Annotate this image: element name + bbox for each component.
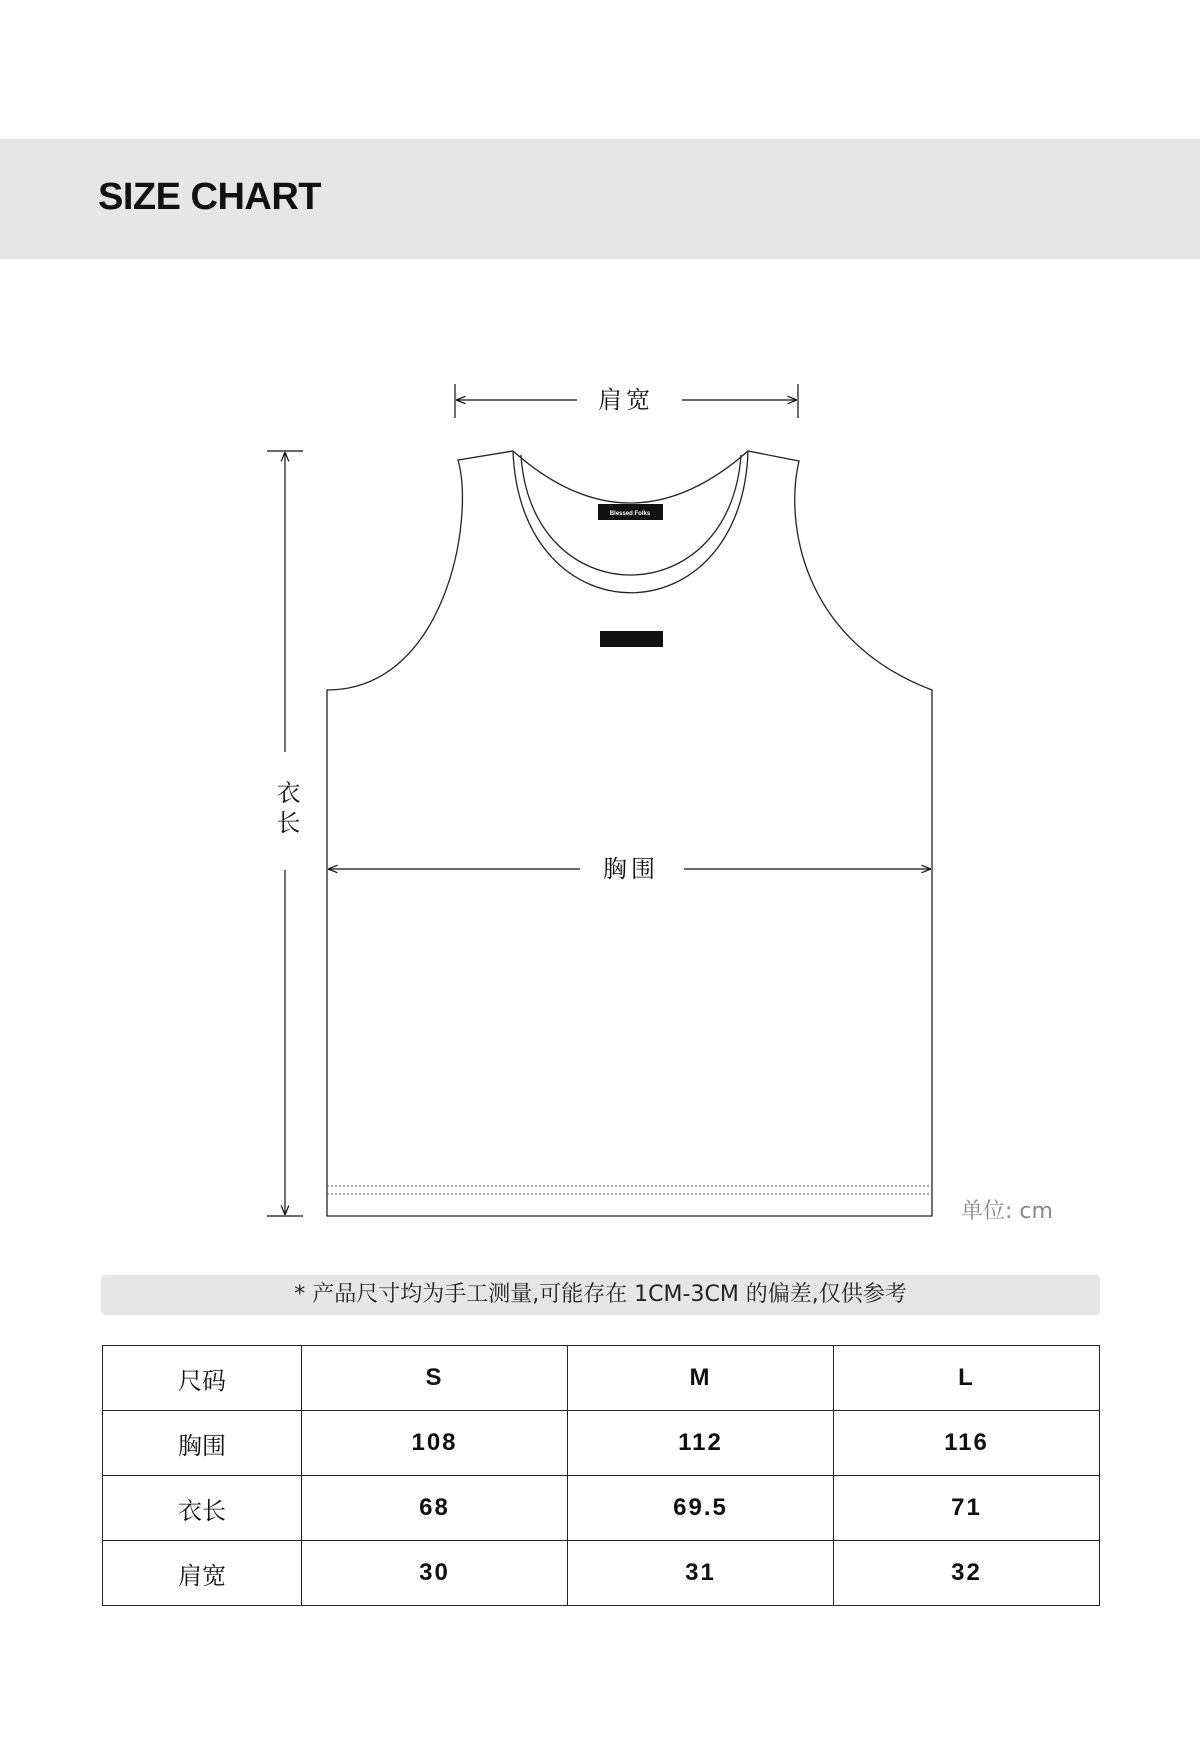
table-cell: 68 [302, 1476, 568, 1541]
neck-tag-text: Blessed Folks [609, 511, 651, 517]
table-cell: 116 [834, 1411, 1100, 1476]
chest-logo-badge [600, 631, 663, 647]
size-table [102, 1345, 1100, 1606]
neckline-binding [513, 451, 748, 593]
measurement-note: * 产品尺寸均为手工测量,可能存在 1CM-3CM 的偏差,仅供参考 [101, 1275, 1100, 1315]
header-cell: L [834, 1346, 1100, 1411]
table-cell: 112 [568, 1411, 834, 1476]
table-header-row [103, 1346, 1100, 1411]
shoulder-width-label: 肩宽 [598, 386, 654, 414]
table-row [103, 1476, 1100, 1541]
row-label-cell: 肩宽 [103, 1541, 302, 1606]
table-cell: 32 [834, 1541, 1100, 1606]
table-cell: 31 [568, 1541, 834, 1606]
row-label-cell: 衣长 [103, 1476, 302, 1541]
table-row [103, 1411, 1100, 1476]
row-label-cell: 胸围 [103, 1411, 302, 1476]
table-row [103, 1541, 1100, 1606]
page-title: SIZE CHART [98, 176, 321, 218]
header-cell: M [568, 1346, 834, 1411]
header-cell: S [302, 1346, 568, 1411]
table-cell: 71 [834, 1476, 1100, 1541]
body-length-label: 衣长 [272, 780, 300, 840]
unit-label: 单位: cm [961, 1199, 1053, 1224]
table-cell: 69.5 [568, 1476, 834, 1541]
chest-label: 胸围 [603, 855, 659, 883]
header-cell: 尺码 [103, 1346, 302, 1411]
table-cell: 30 [302, 1541, 568, 1606]
garment-outline [327, 451, 932, 1216]
table-cell: 108 [302, 1411, 568, 1476]
